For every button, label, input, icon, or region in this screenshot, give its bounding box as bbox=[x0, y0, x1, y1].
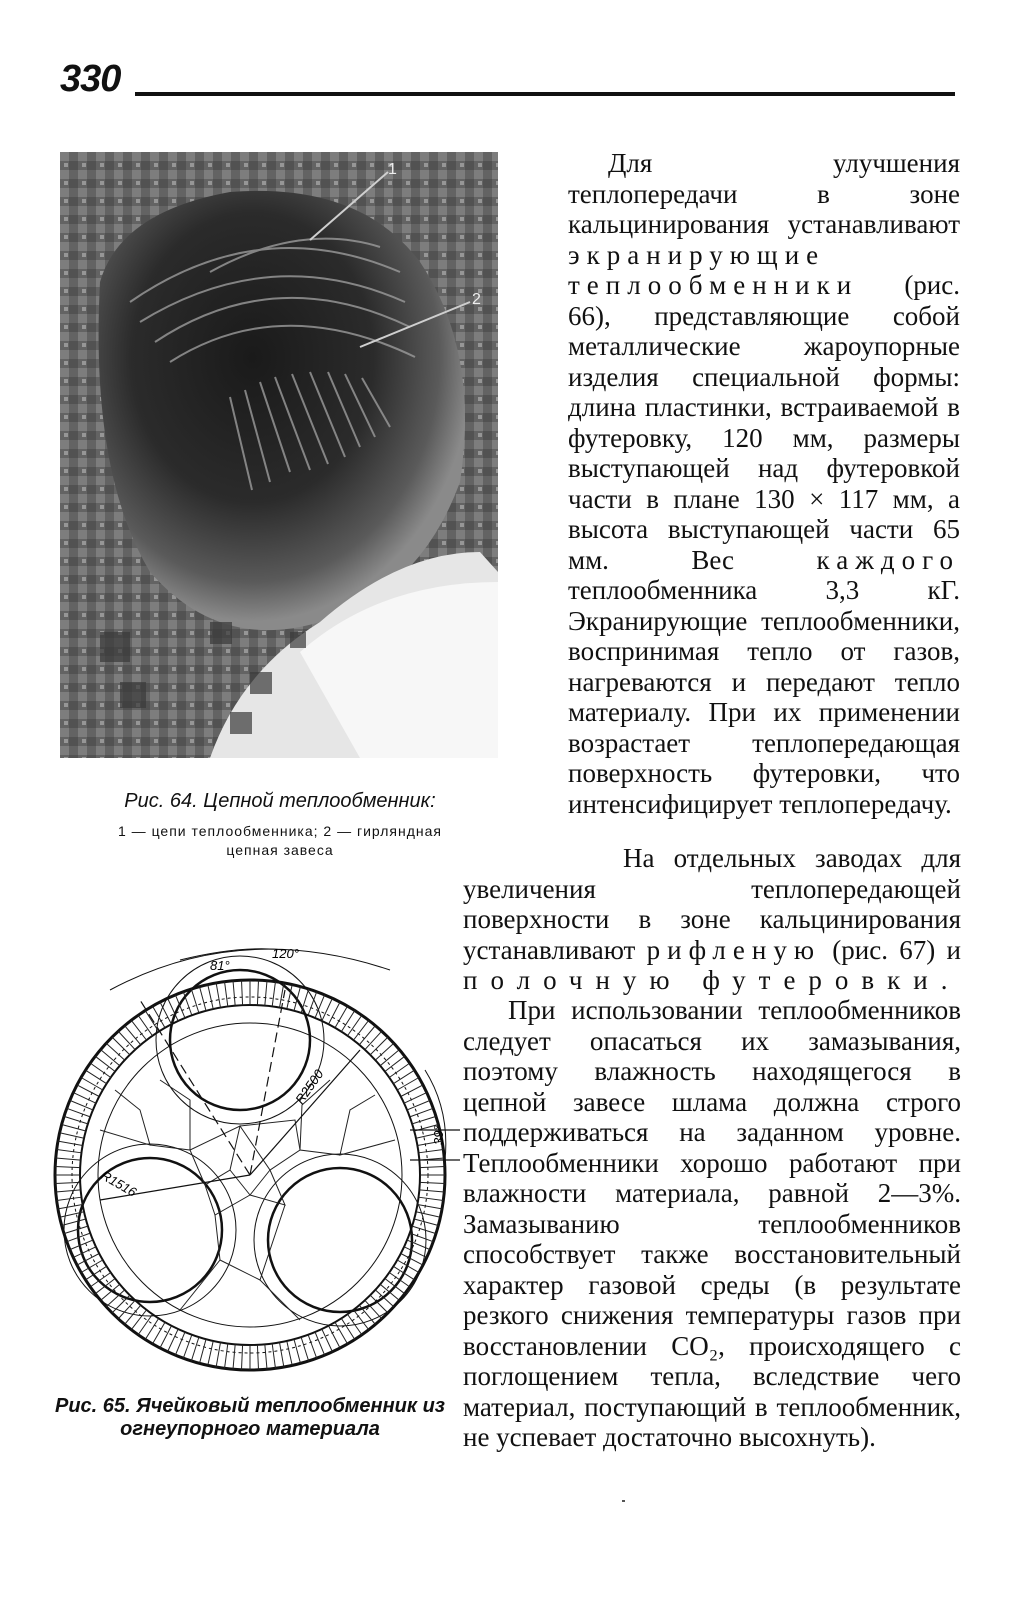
ring-brick-line bbox=[359, 1026, 375, 1045]
ring-brick-line bbox=[414, 1219, 438, 1225]
ring-brick-line bbox=[420, 1182, 445, 1183]
ring-brick-line bbox=[322, 998, 333, 1021]
ring-brick-line bbox=[73, 1093, 96, 1104]
paragraph-1-spaced-word: каждого bbox=[816, 544, 960, 575]
figure-64-legend-line-2: цепная завеса bbox=[226, 842, 334, 858]
ring-brick-line bbox=[287, 1341, 292, 1365]
ring-brick-line bbox=[183, 1335, 192, 1358]
figure-65-dim-120: 120° bbox=[272, 946, 299, 961]
ring-brick-line bbox=[101, 1050, 120, 1066]
ring-brick-line bbox=[412, 1226, 436, 1234]
header-rule bbox=[135, 92, 955, 96]
ring-brick-line bbox=[58, 1141, 83, 1145]
ring-brick-line bbox=[58, 1205, 83, 1209]
paragraph-2-spaced-term-2: полочную футеровки. bbox=[463, 965, 961, 995]
ring-brick-line bbox=[216, 1342, 220, 1367]
ring-brick-line bbox=[265, 1344, 267, 1369]
figure-64-legend-line-1: 1 — цепи теплообменника; 2 — гирляндная bbox=[118, 823, 442, 839]
ring-brick-line bbox=[294, 1339, 300, 1363]
ring-brick-line bbox=[404, 1247, 427, 1258]
ring-brick-line bbox=[200, 987, 206, 1011]
figure-64-caption-title: Рис. 64. Цепной теплообменник: bbox=[124, 790, 436, 812]
paragraph-2-spaced-term-1: рифленую bbox=[646, 934, 821, 965]
ring-brick-line bbox=[241, 980, 242, 1005]
ring-brick-line bbox=[55, 1166, 80, 1167]
ring-brick-line bbox=[67, 1108, 90, 1117]
ring-brick-line bbox=[416, 1212, 440, 1217]
ring-brick-line bbox=[294, 987, 300, 1011]
ring-brick-line bbox=[77, 1085, 99, 1097]
ring-brick-line bbox=[233, 981, 235, 1006]
ring-brick-line bbox=[208, 985, 213, 1009]
ring-brick-line bbox=[308, 1335, 317, 1358]
paragraph-2-text-b: (рис. 67) и bbox=[821, 934, 961, 965]
paragraph-2-text-a: На отдельных заводах для увеличения теплопередающей поверхности в зоне кальцинирования устанавливают bbox=[463, 843, 961, 965]
paragraph-1-text-b: (рис. 66), представляющие собой металлические жароупорные изделия специальной формы: длина пластинки, встраиваемой в футеровку, 120 мм, размеры выступающей над футеровкой части в плане 130 × 117 мм, а высота выступающей части 65 мм. Вес bbox=[568, 270, 960, 575]
ring-brick-line bbox=[380, 1050, 399, 1066]
ring-brick-line bbox=[168, 1329, 179, 1352]
page-number: 330 bbox=[60, 58, 121, 100]
ring-brick-line bbox=[301, 1337, 309, 1361]
ring-brick-line bbox=[412, 1116, 436, 1124]
ring-brick-line bbox=[73, 1247, 96, 1258]
ring-brick-line bbox=[265, 981, 267, 1006]
ring-brick-line bbox=[401, 1085, 423, 1097]
ring-brick-line bbox=[175, 1332, 185, 1355]
ring-brick-line bbox=[420, 1166, 445, 1167]
paragraph-clogging: При использовании теплообменников следует опасаться их замазывания, поэтому влажность находящегося в цепной завесе шлама должна строго поддерживаться на заданном уровне. Теплообменники хорошо работают при влажности материала, равной 2—3%. Замазыванию теплообменников способствует также восстановительный характер газовой среды (в результате резкого снижения температуры газов при восстановлении CO₂, происходящего с поглощением тепла, вследствие чего материал, поступающий в теплообменник, не успевает достаточно высохнуть). bbox=[463, 995, 961, 1452]
paragraph-heat-exchangers bbox=[568, 148, 960, 819]
ring-brick-line bbox=[62, 1125, 86, 1131]
paragraph-lining bbox=[463, 843, 961, 996]
figure-65-dim-81: 81° bbox=[210, 958, 230, 973]
ring-brick-line bbox=[272, 1344, 275, 1369]
ring-brick-line bbox=[404, 1093, 427, 1104]
ring-brick-line bbox=[419, 1190, 444, 1192]
ring-brick-line bbox=[57, 1150, 82, 1153]
paragraph-1-text-c: теплообменника 3,3 кГ. Экранирующие теплообменники, воспринимая тепло от газов, нагреваются и передают тепло материалу. При их применении возрастает теплопередающая поверхность футеровки, что интенсифицирует теплопередачу. bbox=[568, 575, 960, 819]
ring-brick-line bbox=[191, 989, 199, 1013]
ring-brick-line bbox=[56, 1190, 81, 1192]
ring-brick-line bbox=[407, 1100, 430, 1110]
figure-65-caption: Рис. 65. Ячейковый теплообменник из огнеупорного материала bbox=[54, 1395, 446, 1440]
ring-brick-line bbox=[225, 1344, 228, 1369]
ring-brick-line bbox=[417, 1205, 442, 1209]
figure-64-label-1: 1 bbox=[388, 161, 397, 178]
ring-brick-line bbox=[216, 983, 220, 1008]
page-speck bbox=[622, 1500, 625, 1502]
ring-brick-line bbox=[410, 1108, 433, 1117]
ring-brick-line bbox=[106, 1043, 124, 1060]
ring-brick-line bbox=[191, 1337, 199, 1361]
ring-brick-line bbox=[208, 1341, 213, 1365]
ring-brick-line bbox=[419, 1150, 444, 1153]
ring-brick-line bbox=[315, 1332, 325, 1355]
ring-brick-line bbox=[241, 1345, 242, 1370]
ring-brick-line bbox=[280, 1342, 284, 1367]
ring-brick-line bbox=[225, 982, 228, 1007]
ring-brick-line bbox=[64, 1116, 88, 1124]
figure-64-caption-legend bbox=[60, 822, 500, 860]
ring-brick-line bbox=[272, 982, 275, 1007]
figure-65-dim-39: 39° bbox=[431, 1125, 446, 1145]
figure-64-label-2: 2 bbox=[472, 291, 481, 308]
ring-brick-line bbox=[322, 1329, 333, 1352]
paragraph-1-spaced-term: экранирующие теплообменники bbox=[568, 239, 859, 300]
ring-brick-line bbox=[233, 1344, 235, 1369]
ring-brick-line bbox=[55, 1182, 80, 1183]
ring-brick-line bbox=[64, 1226, 88, 1234]
ring-brick-line bbox=[62, 1219, 86, 1225]
ring-brick-line bbox=[70, 1100, 93, 1110]
figure-64-photo bbox=[60, 152, 498, 758]
ring-brick-line bbox=[257, 1345, 258, 1370]
ring-brick-line bbox=[101, 1284, 120, 1300]
ring-brick-line bbox=[410, 1233, 433, 1242]
ring-brick-line bbox=[419, 1197, 444, 1200]
paragraph-1-text-a: Для улучшения теплопередачи в зоне кальцинирования устанавливают bbox=[568, 148, 960, 239]
ring-brick-line bbox=[301, 989, 309, 1013]
ring-brick-line bbox=[257, 980, 258, 1005]
figure-65-drawing bbox=[40, 930, 470, 1380]
ring-brick-line bbox=[60, 1133, 84, 1138]
ring-brick-line bbox=[375, 1043, 393, 1060]
ring-brick-line bbox=[56, 1158, 81, 1160]
ring-brick-line bbox=[77, 1253, 99, 1265]
figure-65-dim-r2500: R2500 bbox=[292, 1066, 327, 1107]
ring-brick-line bbox=[125, 1026, 141, 1045]
ring-brick-line bbox=[200, 1339, 206, 1363]
figure-65-dim-r1516: R1516 bbox=[98, 1167, 140, 1200]
ring-brick-line bbox=[280, 983, 284, 1008]
